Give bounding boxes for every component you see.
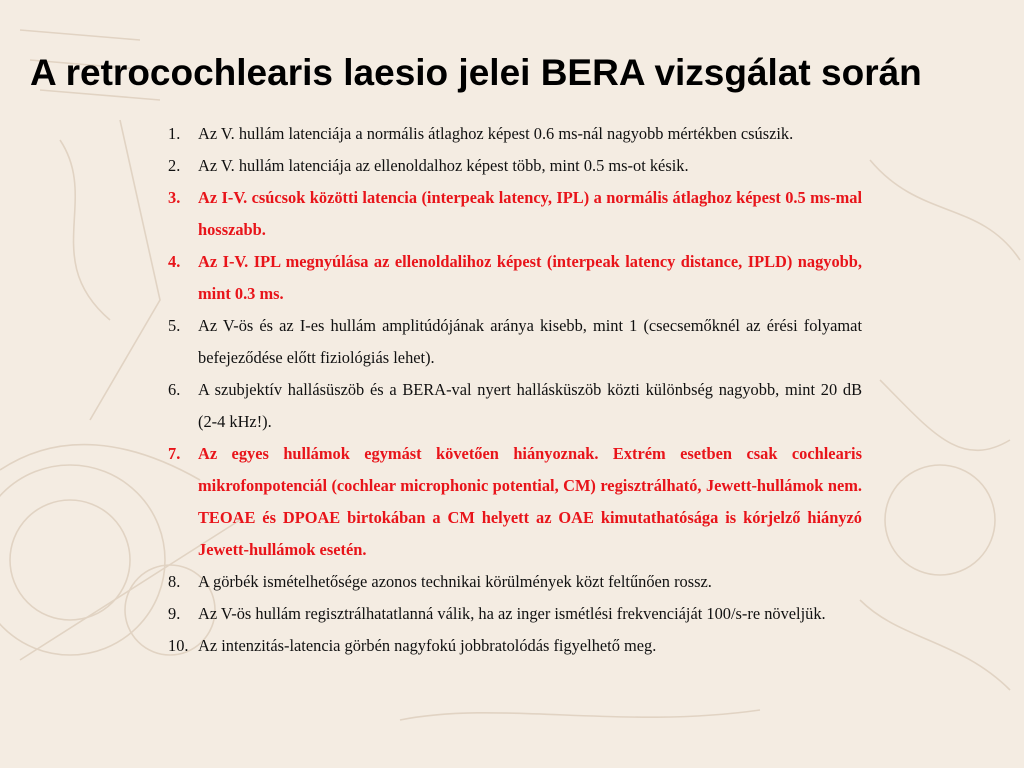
list-item-number: 4. [168,252,181,271]
list-item-text: Az V-ös hullám regisztrálhatatlanná válik, ha az inger ismétlési frekvenciáját 100/s-re növeljük. [198,604,826,623]
list-item-number: 9. [168,604,181,623]
list-item [168,438,862,566]
list-item [168,150,862,182]
list-item-number: 10. [168,636,189,655]
list-item-text: Az V. hullám latenciája a normális átlaghoz képest 0.6 ms-nál nagyobb mértékben csúszik. [198,124,794,143]
list-item [168,118,862,150]
list-item-number: 1. [168,124,181,143]
list-item-number: 8. [168,572,181,591]
list-item [168,310,862,374]
list-item-number: 7. [168,444,181,463]
list-item-text: Az I-V. IPL megnyúlása az ellenoldalihoz képest (interpeak latency distance, IPLD) nagyobb, mint 0.3 ms. [198,252,862,303]
list-item-text: A görbék ismételhetősége azonos technikai körülmények közt feltűnően rossz. [198,572,712,591]
list-item-text: Az V. hullám latenciája az ellenoldalhoz képest több, mint 0.5 ms-ot késik. [198,156,689,175]
list-item-text: Az V-ös és az I-es hullám amplitúdójának aránya kisebb, mint 1 (csecsemőknél az érési folyamat befejeződése előtt fiziológiás lehet). [198,316,862,367]
list-item-text: A szubjektív hallásüszöb és a BERA-val nyert hallásküszöb közti különbség nagyobb, mint 20 dB (2-4 kHz!). [198,380,862,431]
list-item [168,598,862,630]
criteria-list [168,118,862,662]
list-item [168,182,862,246]
list-item-text: Az I-V. csúcsok közötti latencia (interpeak latency, IPL) a normális átlaghoz képest 0.5 ms-mal hosszabb. [198,188,862,239]
list-item-text: Az egyes hullámok egymást követően hiányoznak. Extrém esetben csak cochlearis mikrofonpotenciál (cochlear microphonic potential, CM) regisztrálható, Jewett-hullámok nem. TEOAE és DPOAE birtokában a CM helyett az OAE kimutathatósága is kórjelző hiányzó Jewett-hullámok esetén. [198,444,862,559]
list-item [168,246,862,310]
list-item [168,566,862,598]
list-item [168,630,862,662]
list-item-text: Az intenzitás-latencia görbén nagyfokú jobbratolódás figyelhető meg. [198,636,657,655]
slide-title: A retrocochlearis laesio jelei BERA vizsgálat során [30,52,922,93]
list-item-number: 6. [168,380,181,399]
list-item-number: 3. [168,188,181,207]
list-item-number: 5. [168,316,181,335]
list-item [168,374,862,438]
list-item-number: 2. [168,156,181,175]
